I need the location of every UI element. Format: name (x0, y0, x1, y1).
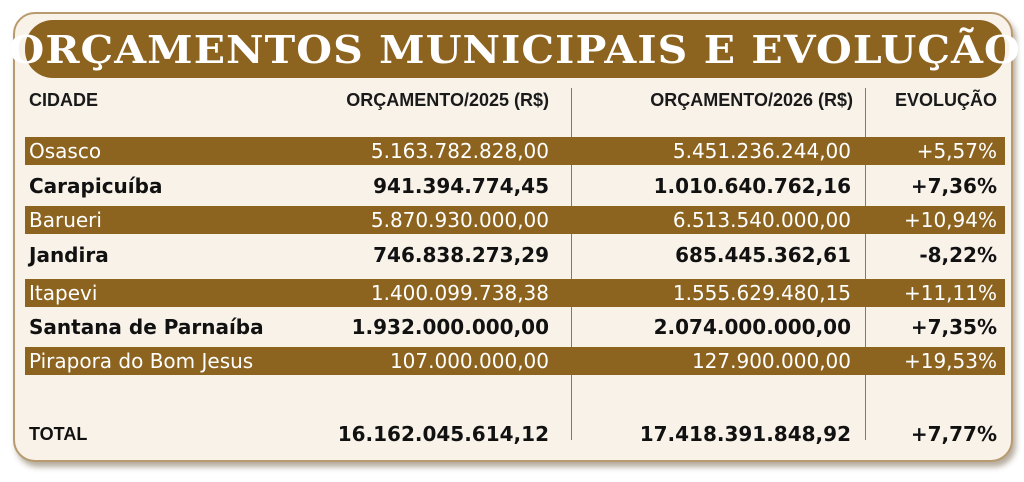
row-city: Pirapora do Bom Jesus (29, 349, 254, 373)
total-row (25, 420, 1005, 448)
row-budget-2025: 941.394.774,45 (373, 174, 549, 198)
row-city: Santana de Parnaíba (29, 315, 264, 339)
row-city: Carapicuíba (29, 174, 163, 198)
row-budget-2026: 1.010.640.762,16 (653, 174, 851, 198)
title-banner (8, 20, 1022, 78)
row-evolution: -8,22% (919, 243, 997, 267)
row-budget-2025: 107.000.000,00 (389, 349, 549, 373)
table-row (25, 241, 1005, 269)
total-budget-2025: 16.162.045.614,12 (337, 422, 549, 446)
total-evolution: +7,77% (910, 422, 997, 446)
row-city: Jandira (29, 243, 109, 267)
row-evolution: +19,53% (903, 349, 997, 373)
row-budget-2026: 685.445.362,61 (675, 243, 851, 267)
table-card (13, 12, 1013, 462)
header-city: CIDADE (29, 89, 99, 110)
table-row (25, 347, 1005, 375)
table-row (25, 313, 1005, 341)
table-row (25, 137, 1005, 165)
header-evolution: EVOLUÇÃO (894, 89, 997, 110)
header-budget-2026: ORÇAMENTO/2026 (R$) (650, 89, 853, 110)
row-city: Barueri (29, 208, 102, 232)
row-budget-2025: 1.932.000.000,00 (351, 315, 549, 339)
row-budget-2026: 2.074.000.000,00 (653, 315, 851, 339)
row-budget-2026: 1.555.629.480,15 (672, 281, 851, 305)
row-budget-2025: 746.838.273,29 (373, 243, 549, 267)
row-budget-2026: 6.513.540.000,00 (672, 208, 851, 232)
row-budget-2025: 1.400.099.738,38 (370, 281, 549, 305)
row-budget-2026: 127.900.000,00 (691, 349, 851, 373)
row-budget-2026: 5.451.236.244,00 (672, 139, 851, 163)
row-city: Osasco (29, 139, 102, 163)
table-row (25, 206, 1005, 234)
header-budget-2025: ORÇAMENTO/2025 (R$) (346, 89, 549, 110)
row-evolution: +11,11% (903, 281, 997, 305)
row-budget-2025: 5.870.930.000,00 (370, 208, 549, 232)
table-header (25, 86, 1005, 114)
row-evolution: +10,94% (903, 208, 997, 232)
row-budget-2025: 5.163.782.828,00 (370, 139, 549, 163)
total-budget-2026: 17.418.391.848,92 (639, 422, 851, 446)
row-city: Itapevi (29, 281, 98, 305)
table-row (25, 172, 1005, 200)
table-row (25, 279, 1005, 307)
row-evolution: +7,35% (910, 315, 997, 339)
total-label: TOTAL (29, 423, 88, 444)
row-evolution: +7,36% (910, 174, 997, 198)
page-title: ORÇAMENTOS MUNICIPAIS E EVOLUÇÃO (8, 26, 1022, 72)
row-evolution: +5,57% (916, 139, 997, 163)
